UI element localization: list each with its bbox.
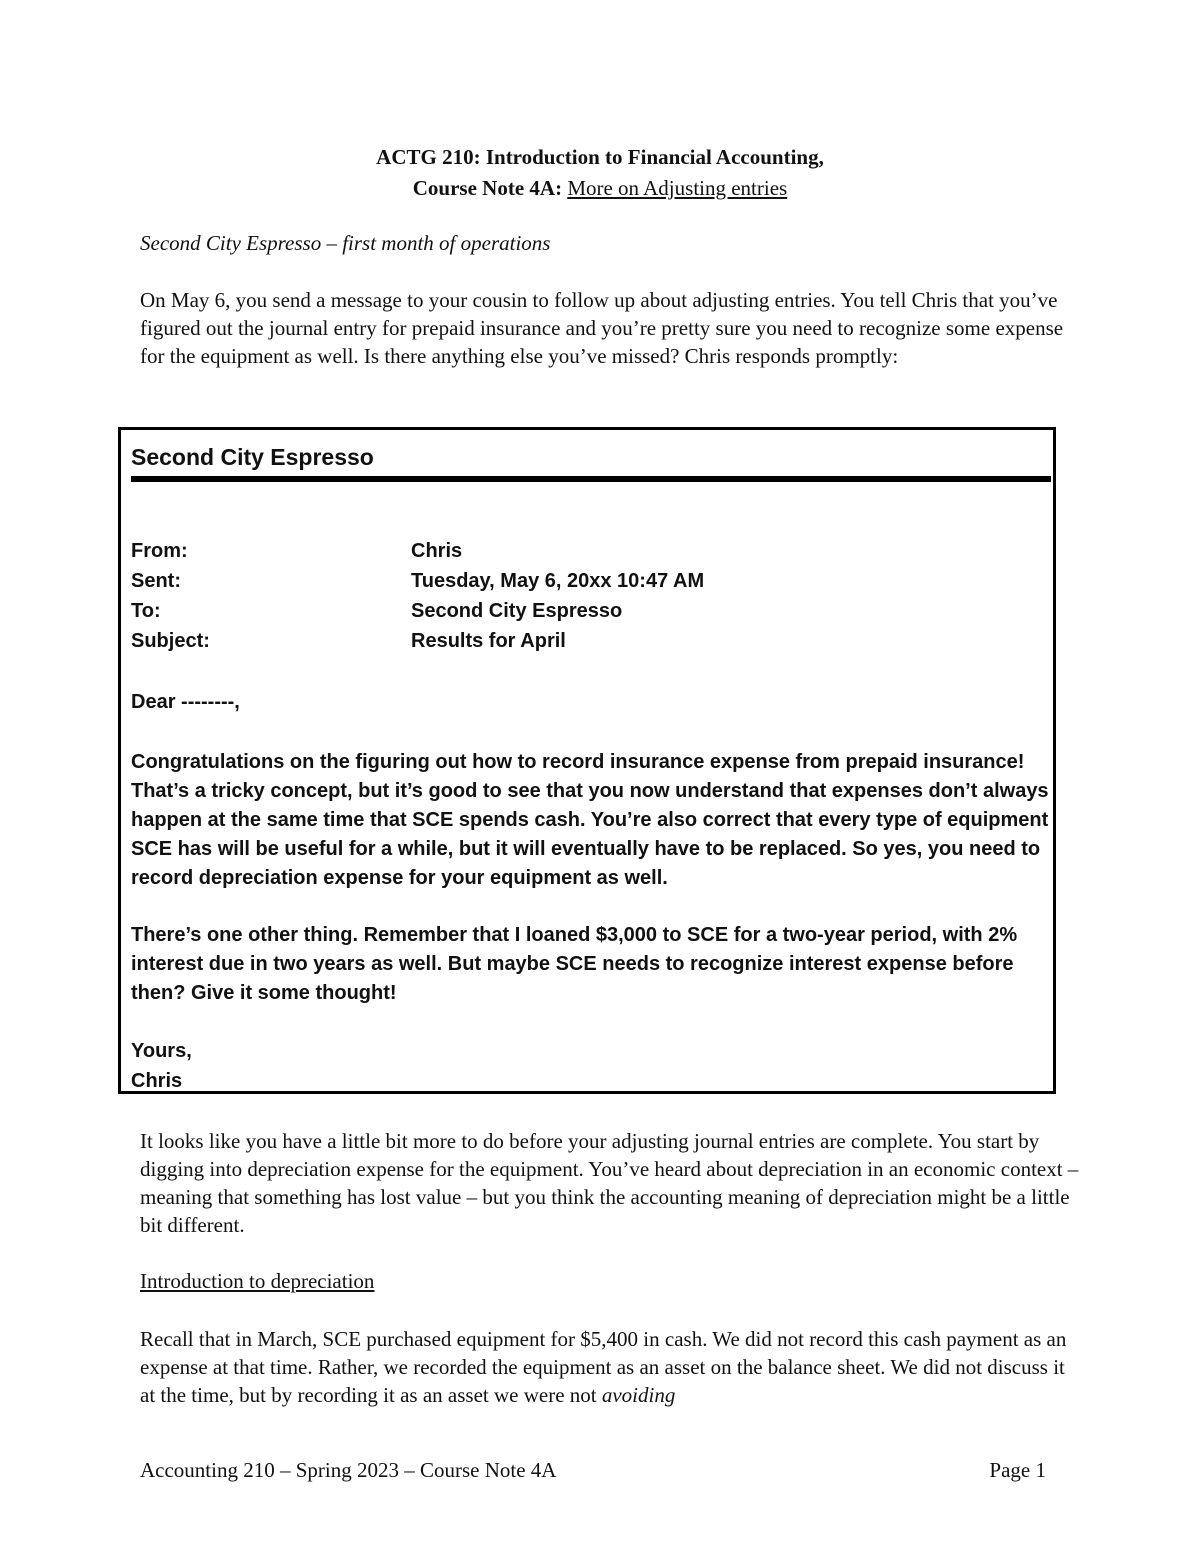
email-message [118, 427, 1056, 1094]
recall-paragraph-italic: avoiding [601, 1383, 676, 1407]
footer-page-number: Page 1 [989, 1458, 1046, 1482]
subject-value: Results for April [411, 630, 566, 652]
email-greeting: Dear --------, [131, 691, 240, 713]
sent-value: Tuesday, May 6, 20xx 10:47 AM [411, 570, 705, 592]
email-closing: Yours, [131, 1040, 192, 1062]
to-value: Second City Espresso [411, 600, 623, 622]
course-note-line [0, 173, 1200, 204]
after-email-paragraph: It looks like you have a little bit more to do before your adjusting journal entries are complete. You start by digging into depreciation expense for the equipment. You’ve heard about depreciation in an economic context – meaning that something has lost value – but you think the accounting meaning of depreciation might be a little bit different. [140, 1129, 1079, 1237]
subsection-title: Introduction to depreciation [140, 1269, 375, 1293]
to-label: To: [131, 600, 161, 622]
section-title: Second City Espresso – first month of operations [140, 231, 551, 255]
from-value: Chris [411, 540, 463, 562]
sent-label: Sent: [131, 570, 181, 592]
recall-paragraph-text: Recall that in March, SCE purchased equipment for $5,400 in cash. We did not record this cash payment as an expense at that time. Rather, we recorded the equipment as an asset on the balance sheet. We did not discuss it at the time, but by recording it as an asset we were not [140, 1327, 1067, 1407]
email-company-header: Second City Espresso [131, 444, 374, 470]
email-body-paragraph-2: There’s one other thing. Remember that I loaned $3,000 to SCE for a two-year period, with 2% interest due in two years as well. But maybe SCE needs to recognize interest expense before then? Give it some thought! [131, 924, 1018, 1004]
document-title [0, 142, 1200, 204]
note-prefix: Course Note 4A: [412, 176, 563, 200]
email-header-rule [131, 476, 1051, 482]
page-footer [140, 1455, 1046, 1485]
recall-paragraph [140, 1325, 1080, 1409]
email-body-paragraph-1: Congratulations on the figuring out how to record insurance expense from prepaid insurance! That’s a tricky concept, but it’s good to see that you now understand that expenses don’t always happen at the same time that SCE spends cash. You’re also correct that every type of equipment SCE has will be useful for a while, but it will eventually have to be replaced. So yes, you need to record depreciation expense for your equipment as well. [131, 751, 1049, 889]
subject-label: Subject: [131, 630, 210, 652]
note-topic: More on Adjusting entries [567, 176, 788, 200]
course-title: ACTG 210: Introduction to Financial Accounting, [376, 145, 824, 169]
email-signature: Chris [131, 1070, 183, 1092]
intro-paragraph: On May 6, you send a message to your cousin to follow up about adjusting entries. You tell Chris that you’ve figured out the journal entry for prepaid insurance and you’re pretty sure you need to recognize some expense for the equipment as well. Is there anything else you’ve missed? Chris responds promptly: [140, 288, 1064, 368]
from-label: From: [131, 540, 188, 562]
footer-course-label: Accounting 210 – Spring 2023 – Course Note 4A [140, 1458, 557, 1482]
